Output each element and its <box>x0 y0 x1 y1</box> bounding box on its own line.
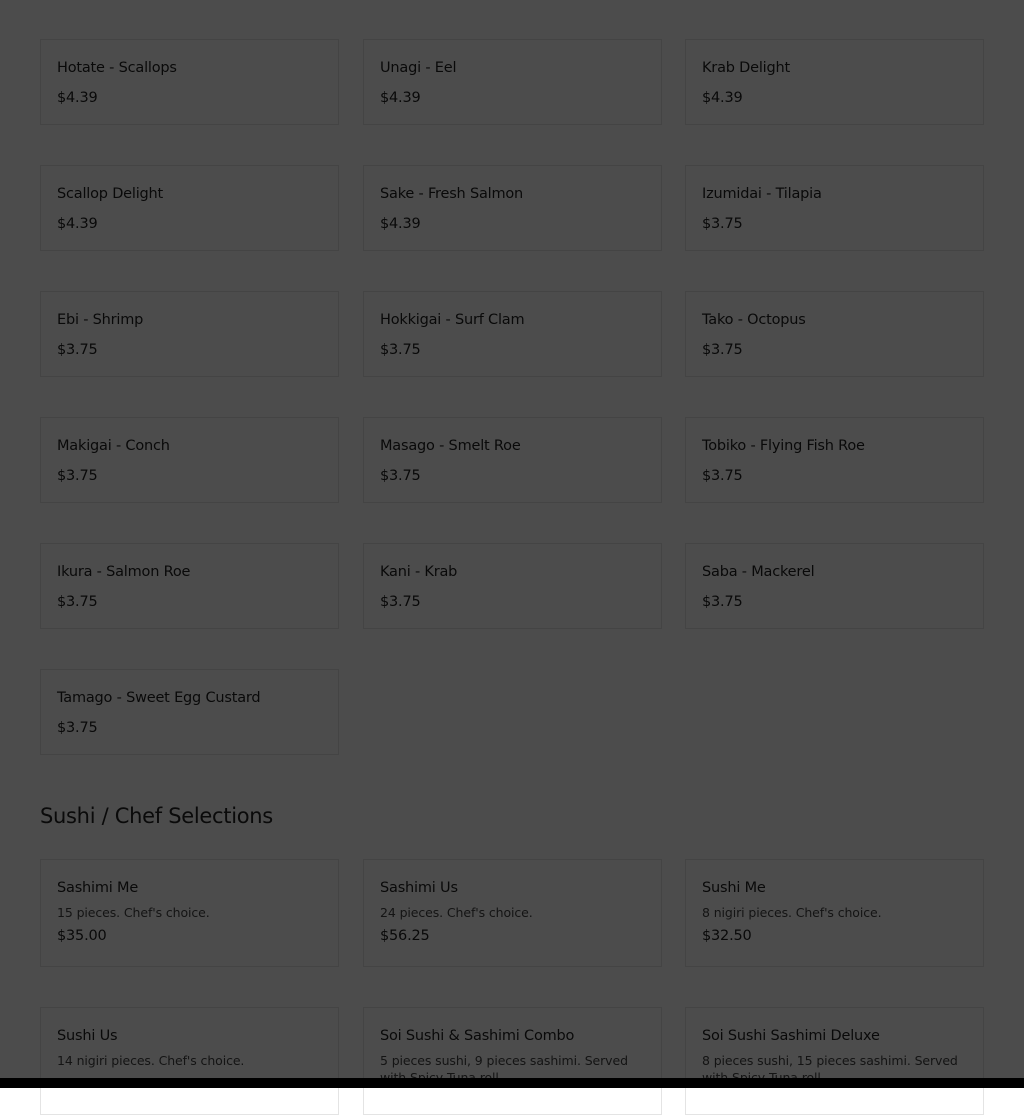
bottom-edge-bar <box>0 1078 1024 1088</box>
